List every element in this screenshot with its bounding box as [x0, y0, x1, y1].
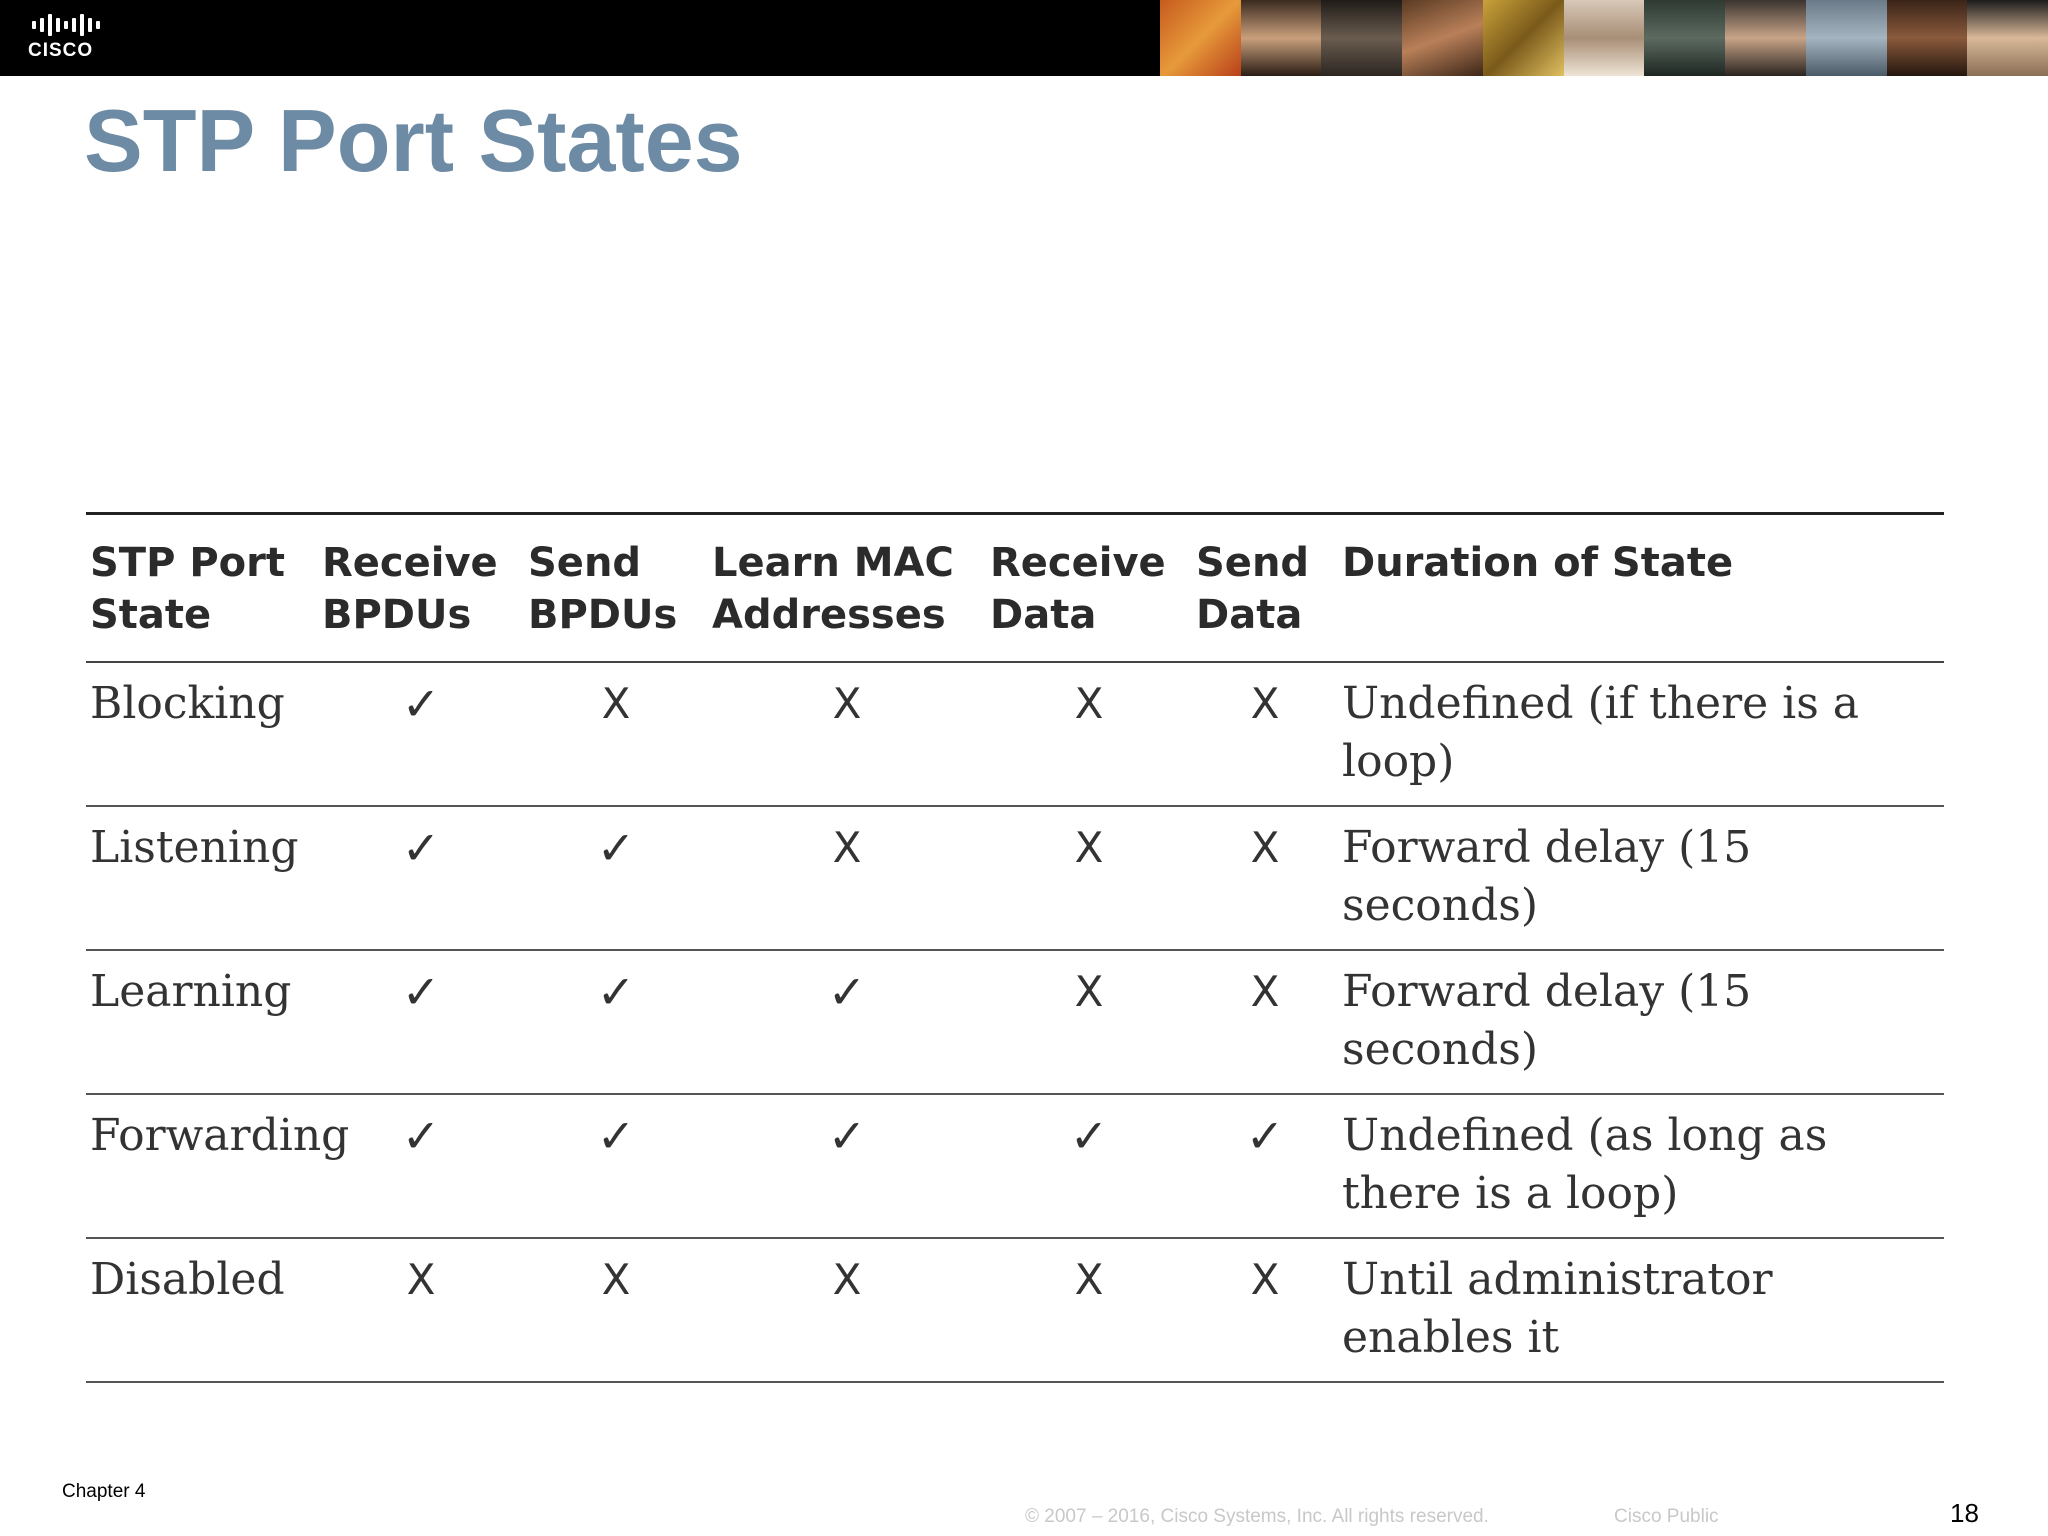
header-line: Receive — [990, 540, 1166, 586]
capability-cell: X — [832, 1255, 862, 1304]
capability-cell: X — [832, 679, 862, 728]
header-line: Addresses — [712, 592, 946, 638]
photo-tile — [1402, 0, 1483, 76]
capability-cell: X — [1074, 967, 1104, 1016]
stp-port-states-table-container — [86, 512, 1944, 1383]
capability-cell: ✓ — [596, 1109, 636, 1163]
header-line: Receive — [322, 540, 498, 586]
photo-collage — [1160, 0, 2048, 76]
table-header-row — [86, 514, 1944, 663]
photo-tile — [1806, 0, 1887, 76]
photo-tile — [1725, 0, 1806, 76]
column-header — [1338, 514, 1944, 663]
table-row — [86, 806, 1944, 950]
header-line: Data — [1196, 592, 1303, 638]
capability-cell: X — [1074, 1255, 1104, 1304]
header-line: Duration of State — [1342, 540, 1734, 586]
header-line: BPDUs — [528, 592, 678, 638]
photo-tile — [1564, 0, 1645, 76]
capability-cell: X — [1250, 967, 1280, 1016]
capability-cell: ✓ — [827, 965, 867, 1019]
state-cell: Listening — [90, 822, 299, 873]
capability-cell: X — [601, 1255, 631, 1304]
header-line: State — [90, 592, 212, 638]
capability-cell: ✓ — [401, 677, 441, 731]
column-header — [524, 514, 708, 663]
cisco-logo-text: CISCO — [28, 40, 94, 61]
header-line: Send — [528, 540, 642, 586]
classification-label: Cisco Public — [1614, 1506, 1719, 1527]
table-row — [86, 662, 1944, 806]
capability-cell: X — [1074, 823, 1104, 872]
header-line: Data — [990, 592, 1097, 638]
cisco-logo-bars-icon — [28, 12, 128, 38]
state-cell: Learning — [90, 966, 292, 1017]
capability-cell: X — [1250, 823, 1280, 872]
top-banner — [0, 0, 2048, 76]
table-row — [86, 1094, 1944, 1238]
capability-cell: X — [1074, 679, 1104, 728]
column-header — [318, 514, 524, 663]
capability-cell: ✓ — [401, 965, 441, 1019]
chapter-label: Chapter 4 — [62, 1481, 146, 1502]
table-row — [86, 950, 1944, 1094]
state-cell: Disabled — [90, 1254, 285, 1305]
capability-cell: ✓ — [596, 965, 636, 1019]
duration-cell: Undefined (if there is a loop) — [1342, 678, 1859, 787]
photo-tile — [1160, 0, 1241, 76]
capability-cell: X — [601, 679, 631, 728]
header-line: Learn MAC — [712, 540, 954, 586]
capability-cell: X — [1250, 1255, 1280, 1304]
capability-cell: ✓ — [596, 821, 636, 875]
page-number: 18 — [1950, 1498, 1979, 1528]
photo-tile — [1644, 0, 1725, 76]
duration-cell: Forward delay (15 seconds) — [1342, 966, 1752, 1075]
page-title: STP Port States — [84, 91, 743, 190]
column-header — [1192, 514, 1338, 663]
capability-cell: ✓ — [1245, 1109, 1285, 1163]
column-header — [708, 514, 986, 663]
copyright-notice: © 2007 – 2016, Cisco Systems, Inc. All rights reserved. — [1025, 1506, 1489, 1527]
capability-cell: ✓ — [1069, 1109, 1109, 1163]
header-line: Send — [1196, 540, 1310, 586]
photo-tile — [1483, 0, 1564, 76]
capability-cell: X — [832, 823, 862, 872]
capability-cell: ✓ — [401, 821, 441, 875]
cisco-logo — [28, 12, 128, 64]
state-cell: Blocking — [90, 678, 285, 729]
capability-cell: X — [1250, 679, 1280, 728]
capability-cell: ✓ — [827, 1109, 867, 1163]
column-header — [86, 514, 318, 663]
photo-tile — [1887, 0, 1968, 76]
column-header — [986, 514, 1192, 663]
capability-cell: X — [406, 1255, 436, 1304]
duration-cell: Until administrator enables it — [1342, 1254, 1773, 1363]
header-line: BPDUs — [322, 592, 472, 638]
table-row — [86, 1238, 1944, 1382]
stp-port-states-table — [86, 512, 1944, 1383]
duration-cell: Forward delay (15 seconds) — [1342, 822, 1752, 931]
duration-cell: Undefined (as long as there is a loop) — [1342, 1110, 1828, 1219]
photo-tile — [1241, 0, 1322, 76]
state-cell: Forwarding — [90, 1110, 350, 1161]
capability-cell: ✓ — [401, 1109, 441, 1163]
photo-tile — [1967, 0, 2048, 76]
photo-tile — [1321, 0, 1402, 76]
header-line: STP Port — [90, 540, 285, 586]
